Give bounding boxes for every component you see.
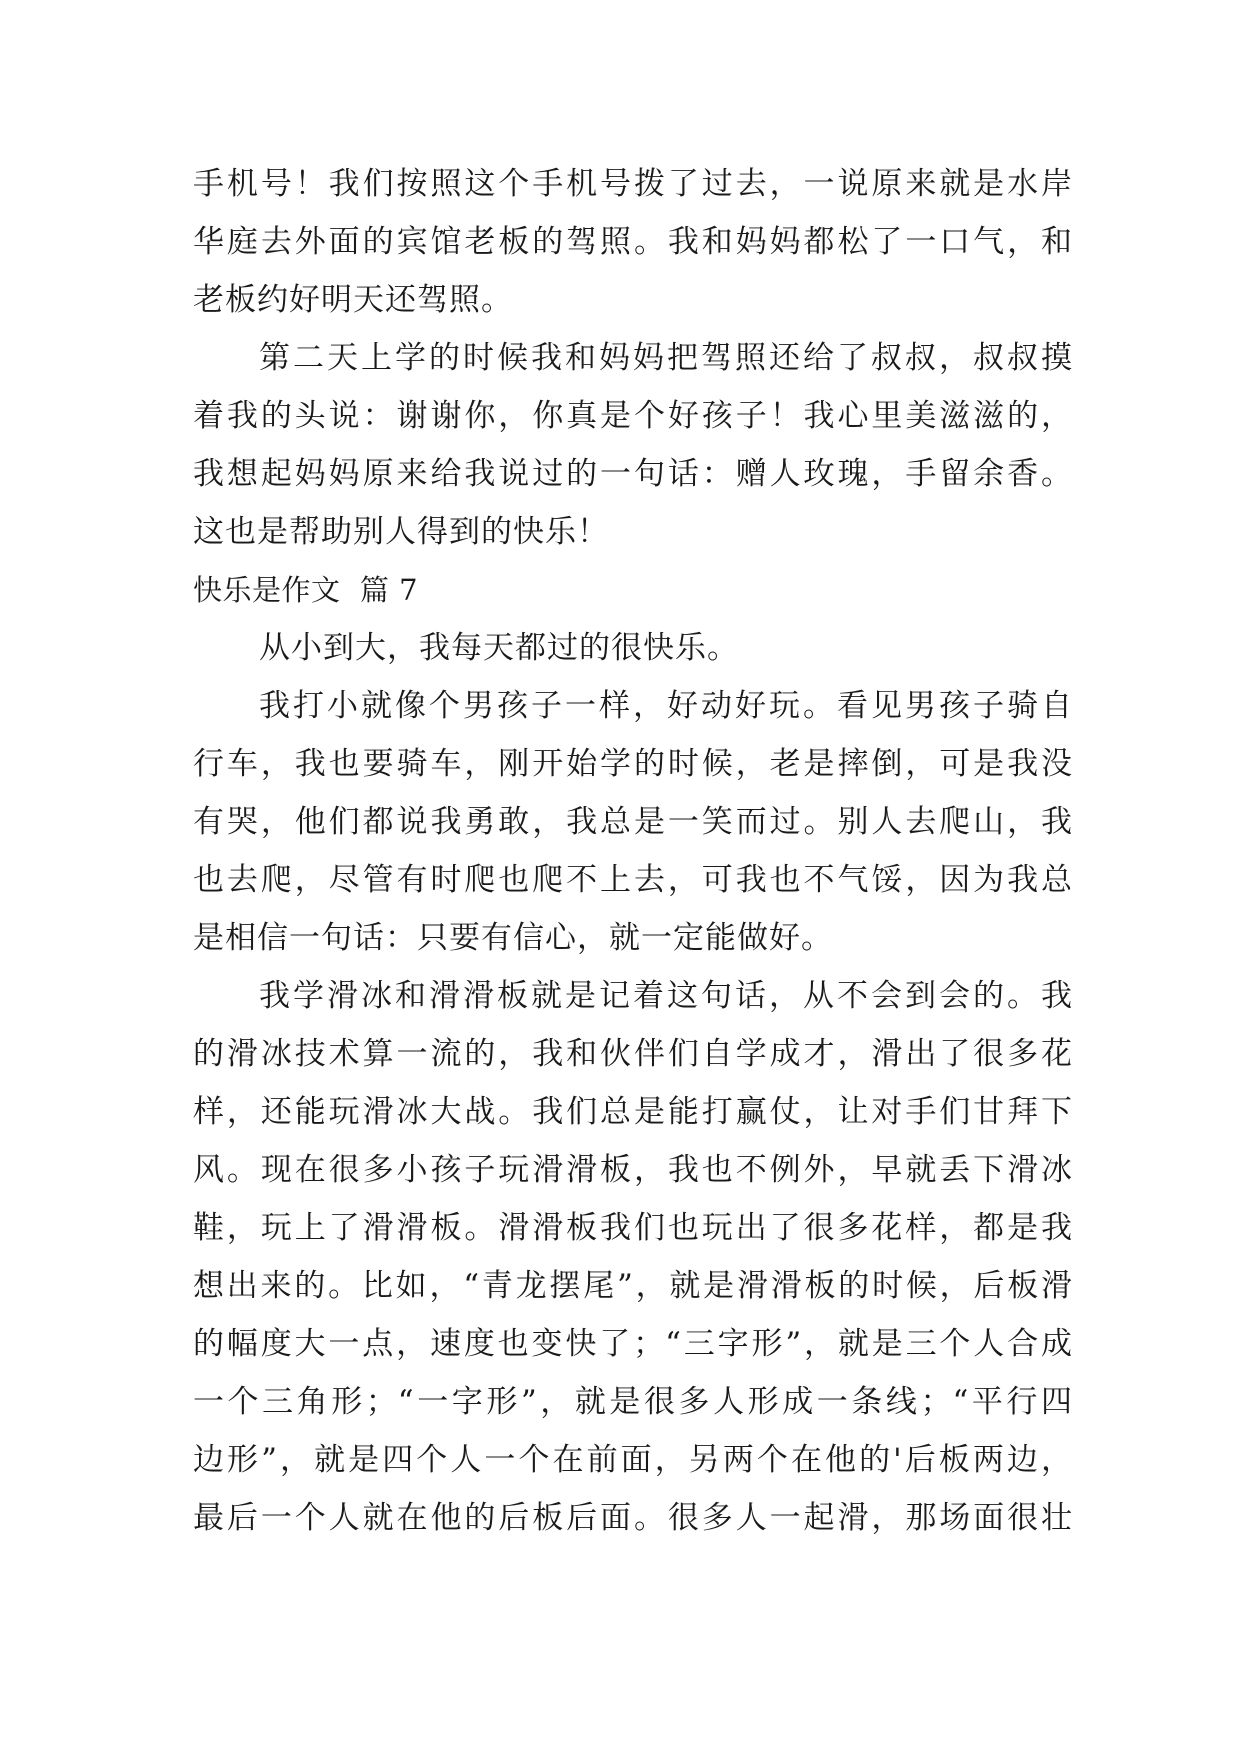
paragraph-2-line-1: 第二天上学的时候我和妈妈把驾照还给了叔叔，叔叔摸 xyxy=(259,340,1073,376)
paragraph-4-line-4: 也去爬，尽管有时爬也爬不上去，可我也不气馁，因为我总 xyxy=(193,862,1073,898)
paragraph-2-line-2: 着我的头说：谢谢你，你真是个好孩子！我心里美滋滋的， xyxy=(193,398,1073,434)
paragraph-5-line-5: 鞋，玩上了滑滑板。滑滑板我们也玩出了很多花样，都是我 xyxy=(193,1210,1073,1246)
paragraph-5-line-6: 想出来的。比如，“青龙摆尾”，就是滑滑板的时候，后板滑 xyxy=(193,1268,1073,1304)
paragraph-2-line-4: 这也是帮助别人得到的快乐！ xyxy=(193,514,609,550)
paragraph-4-line-2: 行车，我也要骑车，刚开始学的时候，老是摔倒，可是我没 xyxy=(193,746,1073,782)
paragraph-5-line-3: 样，还能玩滑冰大战。我们总是能打赢仗，让对手们甘拜下 xyxy=(193,1094,1073,1130)
paragraph-4-line-3: 有哭，他们都说我勇敢，我总是一笑而过。别人去爬山，我 xyxy=(193,804,1073,840)
paragraph-4-line-5: 是相信一句话：只要有信心，就一定能做好。 xyxy=(193,920,833,956)
paragraph-5-line-7: 的幅度大一点，速度也变快了；“三字形”，就是三个人合成 xyxy=(193,1326,1073,1362)
paragraph-1-line-1: 手机号！我们按照这个手机号拨了过去，一说原来就是水岸 xyxy=(193,166,1073,202)
paragraph-1-line-3: 老板约好明天还驾照。 xyxy=(193,282,513,318)
paragraph-5-line-1: 我学滑冰和滑滑板就是记着这句话，从不会到会的。我 xyxy=(259,978,1073,1014)
paragraph-5-line-2: 的滑冰技术算一流的，我和伙伴们自学成才，滑出了很多花 xyxy=(193,1036,1073,1072)
paragraph-5-line-10: 最后一个人就在他的后板后面。很多人一起滑，那场面很壮 xyxy=(193,1500,1073,1536)
paragraph-5-line-4: 风。现在很多小孩子玩滑滑板，我也不例外，早就丢下滑冰 xyxy=(193,1152,1073,1188)
paragraph-4-line-1: 我打小就像个男孩子一样，好动好玩。看见男孩子骑自 xyxy=(259,688,1073,724)
paragraph-5-line-8: 一个三角形；“一字形”，就是很多人形成一条线；“平行四 xyxy=(193,1384,1073,1420)
paragraph-2-line-3: 我想起妈妈原来给我说过的一句话：赠人玫瑰，手留余香。 xyxy=(193,456,1073,492)
paragraph-3-line-1: 从小到大，我每天都过的很快乐。 xyxy=(259,630,739,666)
section-title: 快乐是作文 篇 7 xyxy=(193,573,419,607)
paragraph-5-line-9: 边形”，就是四个人一个在前面，另两个在他的'后板两边， xyxy=(193,1442,1073,1478)
paragraph-1-line-2: 华庭去外面的宾馆老板的驾照。我和妈妈都松了一口气，和 xyxy=(193,224,1073,260)
